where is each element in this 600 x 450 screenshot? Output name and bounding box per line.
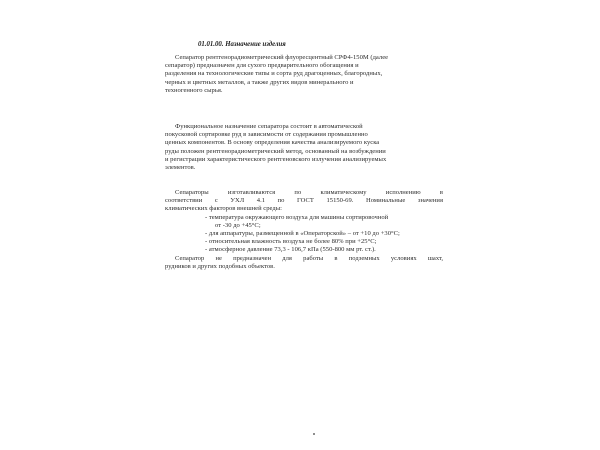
list-item-continuation: от -30 до +45°С; (215, 221, 261, 229)
text-line: соответствии с УХЛ 4.1 по ГОСТ 15150-69. Номинальные значения (165, 197, 443, 205)
text-line: Сепаратор не предназначен для работы в подземных условиях шахт, (175, 254, 443, 262)
scan-speck (313, 433, 315, 435)
text-line: руды положен рентгенорадиометрический метод, основанный на возбуждении (165, 147, 386, 155)
list-item: - атмосферное давление 73,3 - 106,7 кПа (550-800 мм рт. ст.). (205, 246, 376, 254)
function-paragraph (165, 123, 443, 172)
text-line: Сепаратор рентгенорадиометрический флуоресцентный СРФ4-150М (далее (175, 54, 389, 61)
climate-paragraph (165, 189, 443, 271)
text-line: и регистрации характеристического рентгеновского излучения анализируемых (165, 155, 387, 163)
text-line: рудников и других подобных объектов. (165, 262, 275, 270)
section-heading: 01.01.00. Назначение изделия (198, 41, 286, 48)
list-item: - для аппаратуры, размещенной в «Операторской» – от +10 до +30°С; (205, 230, 400, 238)
text-line: покусковой сортировке руд в зависимости от содержания промышленно (165, 131, 368, 139)
text-line: климатических факторов внешней среды: (165, 205, 282, 213)
text-line: черных и цветных металлов, а также других видов минерального и (165, 78, 354, 86)
text-line: Функциональное назначение сепаратора состоит в автоматической (175, 123, 363, 130)
text-line: Сепараторы изготавливаются по климатическому исполнению в (175, 189, 443, 196)
text-line: техногенного сырья. (165, 86, 223, 94)
text-line: сепаратор) предназначен для сухого предварительного обогащения и (165, 62, 359, 70)
list-item: - относительная влажность воздуха не более 80% при +25°С; (205, 238, 377, 246)
text-line: разделения на технологические типы и сорта руд драгоценных, благородных, (165, 70, 383, 78)
purpose-paragraph (165, 54, 443, 95)
text-line: ценных компонентов. В основу определения качества анализируемого куска (165, 139, 380, 147)
text-line: элементов. (165, 164, 196, 172)
list-item: - температура окружающего воздуха для машины сортировочной (205, 213, 389, 221)
